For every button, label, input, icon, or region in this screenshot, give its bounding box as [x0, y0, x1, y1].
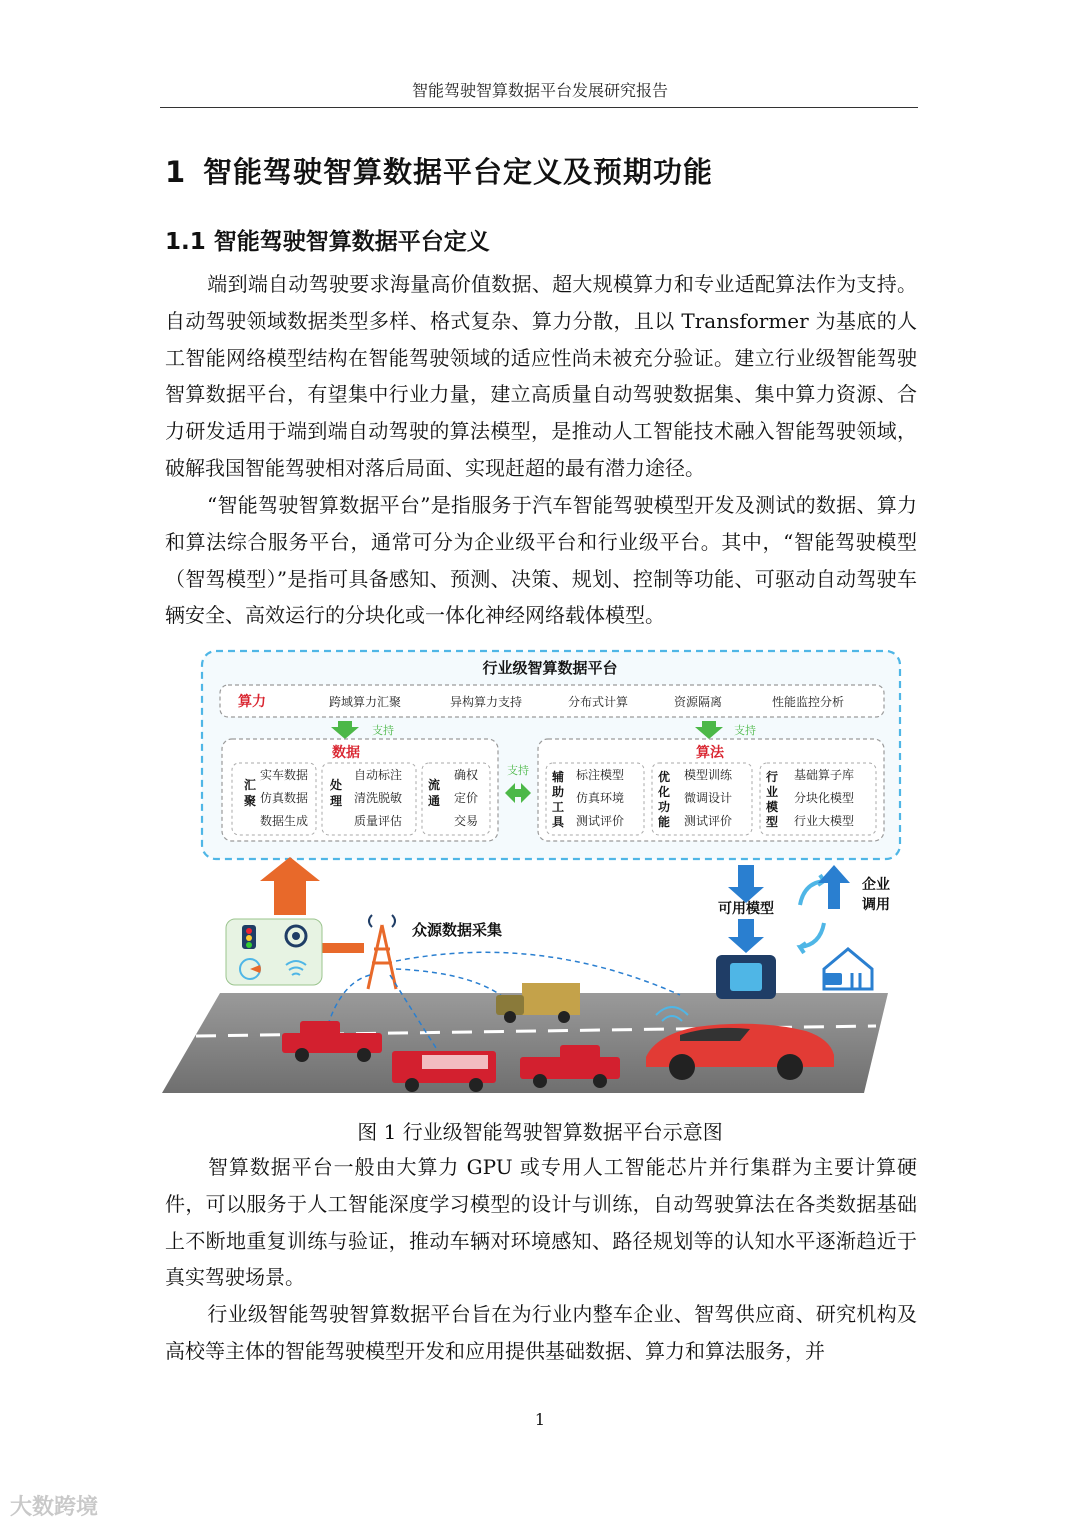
compute-item: 异构算力支持	[449, 695, 523, 709]
svg-text:化: 化	[658, 785, 671, 799]
signal-tower-icon	[368, 925, 396, 989]
section-title: 智能驾驶智算数据平台定义及预期功能	[203, 155, 714, 189]
support-label: 支持	[734, 724, 756, 737]
compute-item: 性能监控分析	[771, 695, 845, 709]
algorithm-label: 算法	[696, 745, 724, 761]
data-item: 质量评估	[353, 814, 403, 828]
svg-text:理: 理	[330, 794, 343, 808]
data-item: 数据生成	[259, 814, 309, 828]
data-item: 清洗脱敏	[353, 791, 403, 805]
sensor-panel	[226, 919, 322, 985]
crowdsource-label: 众源数据采集	[412, 921, 503, 939]
algo-item: 分块化模型	[793, 791, 855, 805]
svg-text:模: 模	[766, 800, 779, 814]
algo-item: 仿真环境	[575, 791, 625, 805]
section-heading	[165, 150, 713, 191]
svg-text:型: 型	[766, 815, 779, 829]
svg-text:流: 流	[428, 778, 441, 792]
page-number: 1	[534, 1410, 546, 1429]
platform-diagram	[160, 643, 920, 1098]
connector-bar	[322, 943, 364, 953]
compute-label: 算力	[238, 694, 266, 710]
compute-item: 资源隔离	[673, 695, 723, 709]
svg-text:通: 通	[428, 794, 441, 808]
up-arrow	[818, 865, 850, 909]
algo-item: 微调设计	[683, 791, 733, 805]
paragraph-2: “智能驾驶智算数据平台”是指服务于汽车智能驾驶模型开发及测试的数据、算力和算法综合服务平台，通常可分为企业级平台和行业级平台。其中，“智能驾驶模型（智驾模型）”是指可具备感知、预测、决策、规划、控制等功能、可驱动自动驾驶车辆安全、高效运行的分块化或一体化神经网络载体模型。	[165, 493, 917, 628]
paragraph-3: 智算数据平台一般由大算力 GPU 或专用人工智能芯片并行集群为主要计算硬件，可以服务于人工智能深度学习模型的设计与训练，自动驾驶算法在各类数据基础上不断地重复训练与验证，推动车辆对环境感知、路径规划等的认知水平逐渐趋近于真实驾驶场景。	[165, 1155, 917, 1290]
data-group-name: 汇	[244, 778, 257, 792]
enterprise-label: 企业	[862, 877, 890, 893]
factory-icon	[824, 949, 872, 989]
svg-text:辅: 辅	[552, 770, 565, 784]
algo-item: 标注模型	[575, 768, 625, 782]
refresh-icon	[800, 875, 824, 953]
down-arrow	[728, 865, 764, 903]
down-arrow	[728, 919, 764, 953]
svg-text:工: 工	[552, 800, 565, 814]
algo-item: 基础算子库	[793, 768, 855, 782]
data-item: 实车数据	[259, 768, 309, 782]
data-item: 定价	[453, 791, 479, 805]
data-item: 确权	[453, 768, 479, 782]
algo-item: 测试评价	[683, 814, 733, 828]
support-label: 支持	[507, 764, 529, 777]
compute-item: 跨域算力汇聚	[328, 695, 402, 709]
svg-text:能: 能	[658, 815, 671, 829]
header-rule	[160, 107, 918, 108]
data-item: 仿真数据	[259, 791, 309, 805]
platform-title: 行业级智算数据平台	[482, 659, 618, 677]
paragraph-4: 行业级智能驾驶智算数据平台旨在为行业内整车企业、智驾供应商、研究机构及高校等主体的智能驾驶模型开发和应用提供基础数据、算力和算法服务，并	[165, 1302, 917, 1363]
enterprise-label: 调用	[862, 897, 890, 913]
algo-item: 测试评价	[575, 814, 625, 828]
subsection-heading: 1.1 智能驾驶智算数据平台定义	[165, 229, 490, 255]
svg-text:具: 具	[552, 815, 565, 829]
svg-text:业: 业	[766, 785, 779, 799]
svg-text:处: 处	[330, 778, 343, 792]
paragraph-1: 端到端自动驾驶要求海量高价值数据、超大规模算力和专业适配算法作为支持。自动驾驶领域数据类型多样、格式复杂、算力分散，且以 Transformer 为基底的人工智能网络模型结构在智能驾驶领域的适应性尚未被充分验证。建立行业级智能驾驶智算数据平台，有望集中行业力量，建立高质量自动驾驶数据集、集中算力资源、合力研发适用于端到端自动驾驶的算法模型，是推动人工智能技术融入智能驾驶领域，破解我国智能驾驶相对落后局面、实现赶超的最有潜力途径。	[165, 272, 917, 480]
algo-item: 模型训练	[683, 768, 733, 782]
algo-item: 行业大模型	[793, 814, 855, 828]
watermark: 大数跨境	[10, 1495, 99, 1520]
svg-text:助: 助	[552, 785, 565, 799]
running-header: 智能驾驶智算数据平台发展研究报告	[411, 81, 668, 100]
svg-text:功: 功	[658, 800, 671, 814]
upload-arrow	[260, 857, 320, 915]
svg-text:优: 优	[658, 770, 671, 784]
compute-item: 分布式计算	[567, 695, 629, 709]
figure-caption: 图 1 行业级智能驾驶智算数据平台示意图	[357, 1120, 723, 1144]
svg-text:行: 行	[766, 770, 779, 784]
support-label: 支持	[372, 724, 394, 737]
available-model-label: 可用模型	[718, 901, 774, 917]
data-item: 交易	[453, 814, 479, 828]
data-label: 数据	[332, 745, 360, 761]
section-number: 1	[165, 155, 187, 189]
data-group-name: 聚	[244, 794, 257, 808]
data-item: 自动标注	[353, 768, 403, 782]
